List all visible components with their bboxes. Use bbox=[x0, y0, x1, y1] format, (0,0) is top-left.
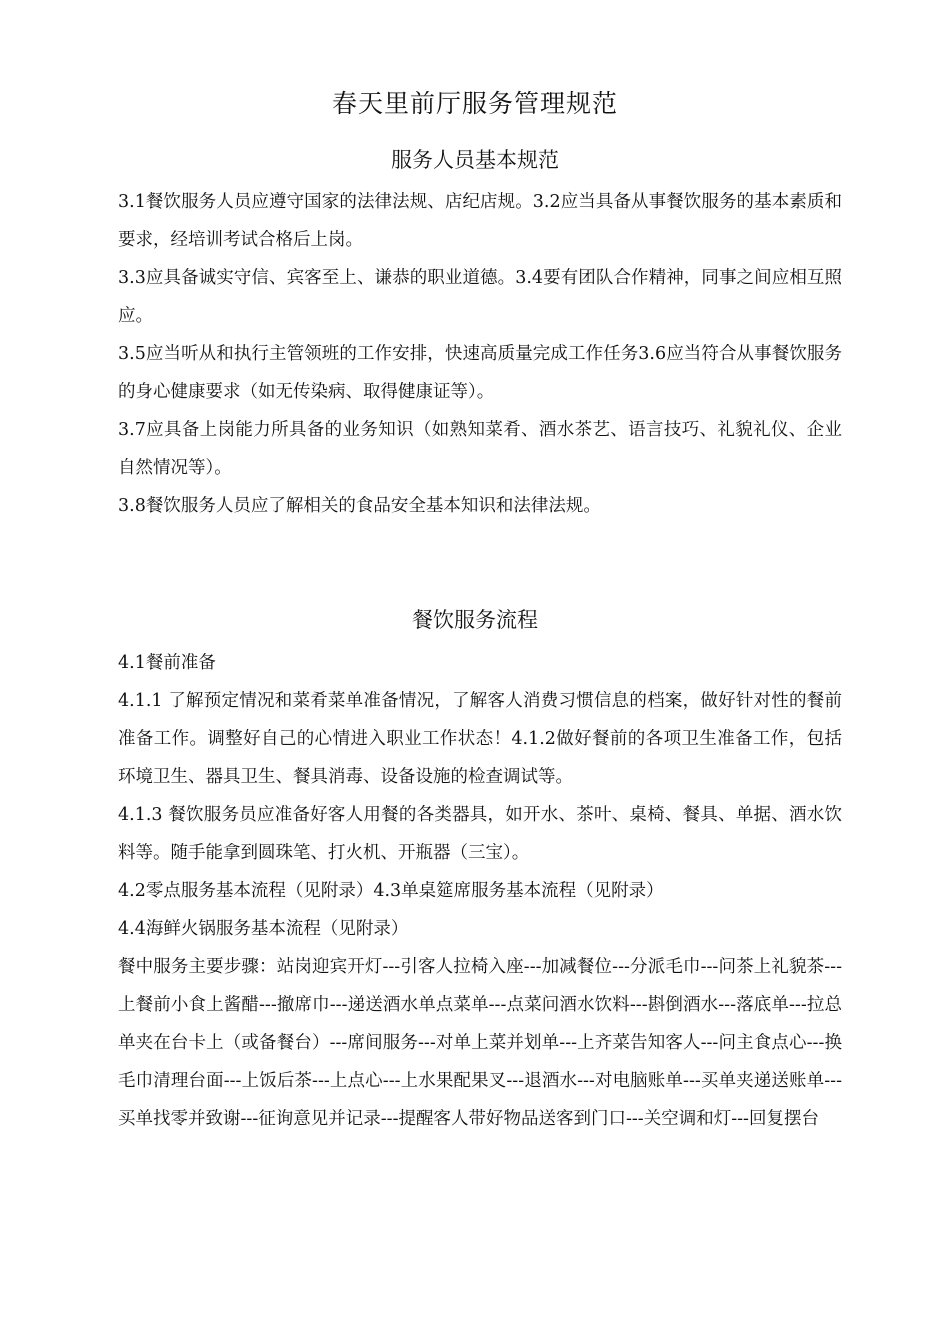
paragraph-4-1-3: 4.1.3 餐饮服务员应准备好客人用餐的各类器具，如开水、茶叶、桌椅、餐具、单据、酒水饮料等。随手能拿到圆珠笔、打火机、开瓶器（三宝）。 bbox=[118, 805, 842, 863]
section-heading-service-process: 餐饮服务流程 bbox=[412, 608, 538, 632]
paragraph-4-4: 4.4海鲜火锅服务基本流程（见附录） bbox=[118, 919, 409, 939]
document-title: 春天里前厅服务管理规范 bbox=[331, 89, 618, 118]
paragraph-3-5: 3.5应当听从和执行主管领班的工作安排，快速高质量完成工作任务3.6应当符合从事餐饮服务的身心健康要求（如无传染病、取得健康证等）。 bbox=[118, 344, 842, 402]
paragraph-service-steps: 餐中服务主要步骤：站岗迎宾开灯---引客人拉椅入座---加减餐位---分派毛巾---问茶上礼貌茶---上餐前小食上酱醋---撤席巾---递送酒水单点菜单---点菜问酒水饮料---斟倒酒水---落底单---拉总单夹在台卡上（或备餐台）---席间服务---对单上菜并划单---上齐菜告知客人---问主食点心---换毛巾清理台面---上饭后茶---上点心---上水果配果叉---退酒水---对电脑账单---买单夹递送账单---买单找零并致谢---征询意见并记录---提醒客人带好物品送客到门口---关空调和灯---回复摆台 bbox=[118, 957, 842, 1129]
paragraph-3-7: 3.7应具备上岗能力所具备的业务知识（如熟知菜肴、酒水茶艺、语言技巧、礼貌礼仪、企业自然情况等）。 bbox=[118, 420, 842, 478]
paragraph-3-8: 3.8餐饮服务人员应了解相关的食品安全基本知识和法律法规。 bbox=[118, 496, 601, 516]
paragraph-3-3: 3.3应具备诚实守信、宾客至上、谦恭的职业道德。3.4要有团队合作精神，同事之间应相互照应。 bbox=[118, 268, 842, 326]
paragraph-4-1: 4.1餐前准备 bbox=[118, 653, 216, 673]
paragraph-4-1-1: 4.1.1 了解预定情况和菜肴菜单准备情况，了解客人消费习惯信息的档案，做好针对性的餐前准备工作。调整好自己的心情进入职业工作状态！4.1.2做好餐前的各项卫生准备工作，包括环境卫生、器具卫生、餐具消毒、设备设施的检查调试等。 bbox=[118, 691, 842, 787]
section-body-staff-standards bbox=[118, 183, 842, 525]
section-body-service-process bbox=[118, 644, 842, 1138]
section-heading-staff-standards: 服务人员基本规范 bbox=[391, 148, 559, 172]
paragraph-3-1: 3.1餐饮服务人员应遵守国家的法律法规、店纪店规。3.2应当具备从事餐饮服务的基本素质和要求，经培训考试合格后上岗。 bbox=[118, 192, 842, 250]
paragraph-4-2: 4.2零点服务基本流程（见附录）4.3单桌筵席服务基本流程（见附录） bbox=[118, 881, 664, 901]
